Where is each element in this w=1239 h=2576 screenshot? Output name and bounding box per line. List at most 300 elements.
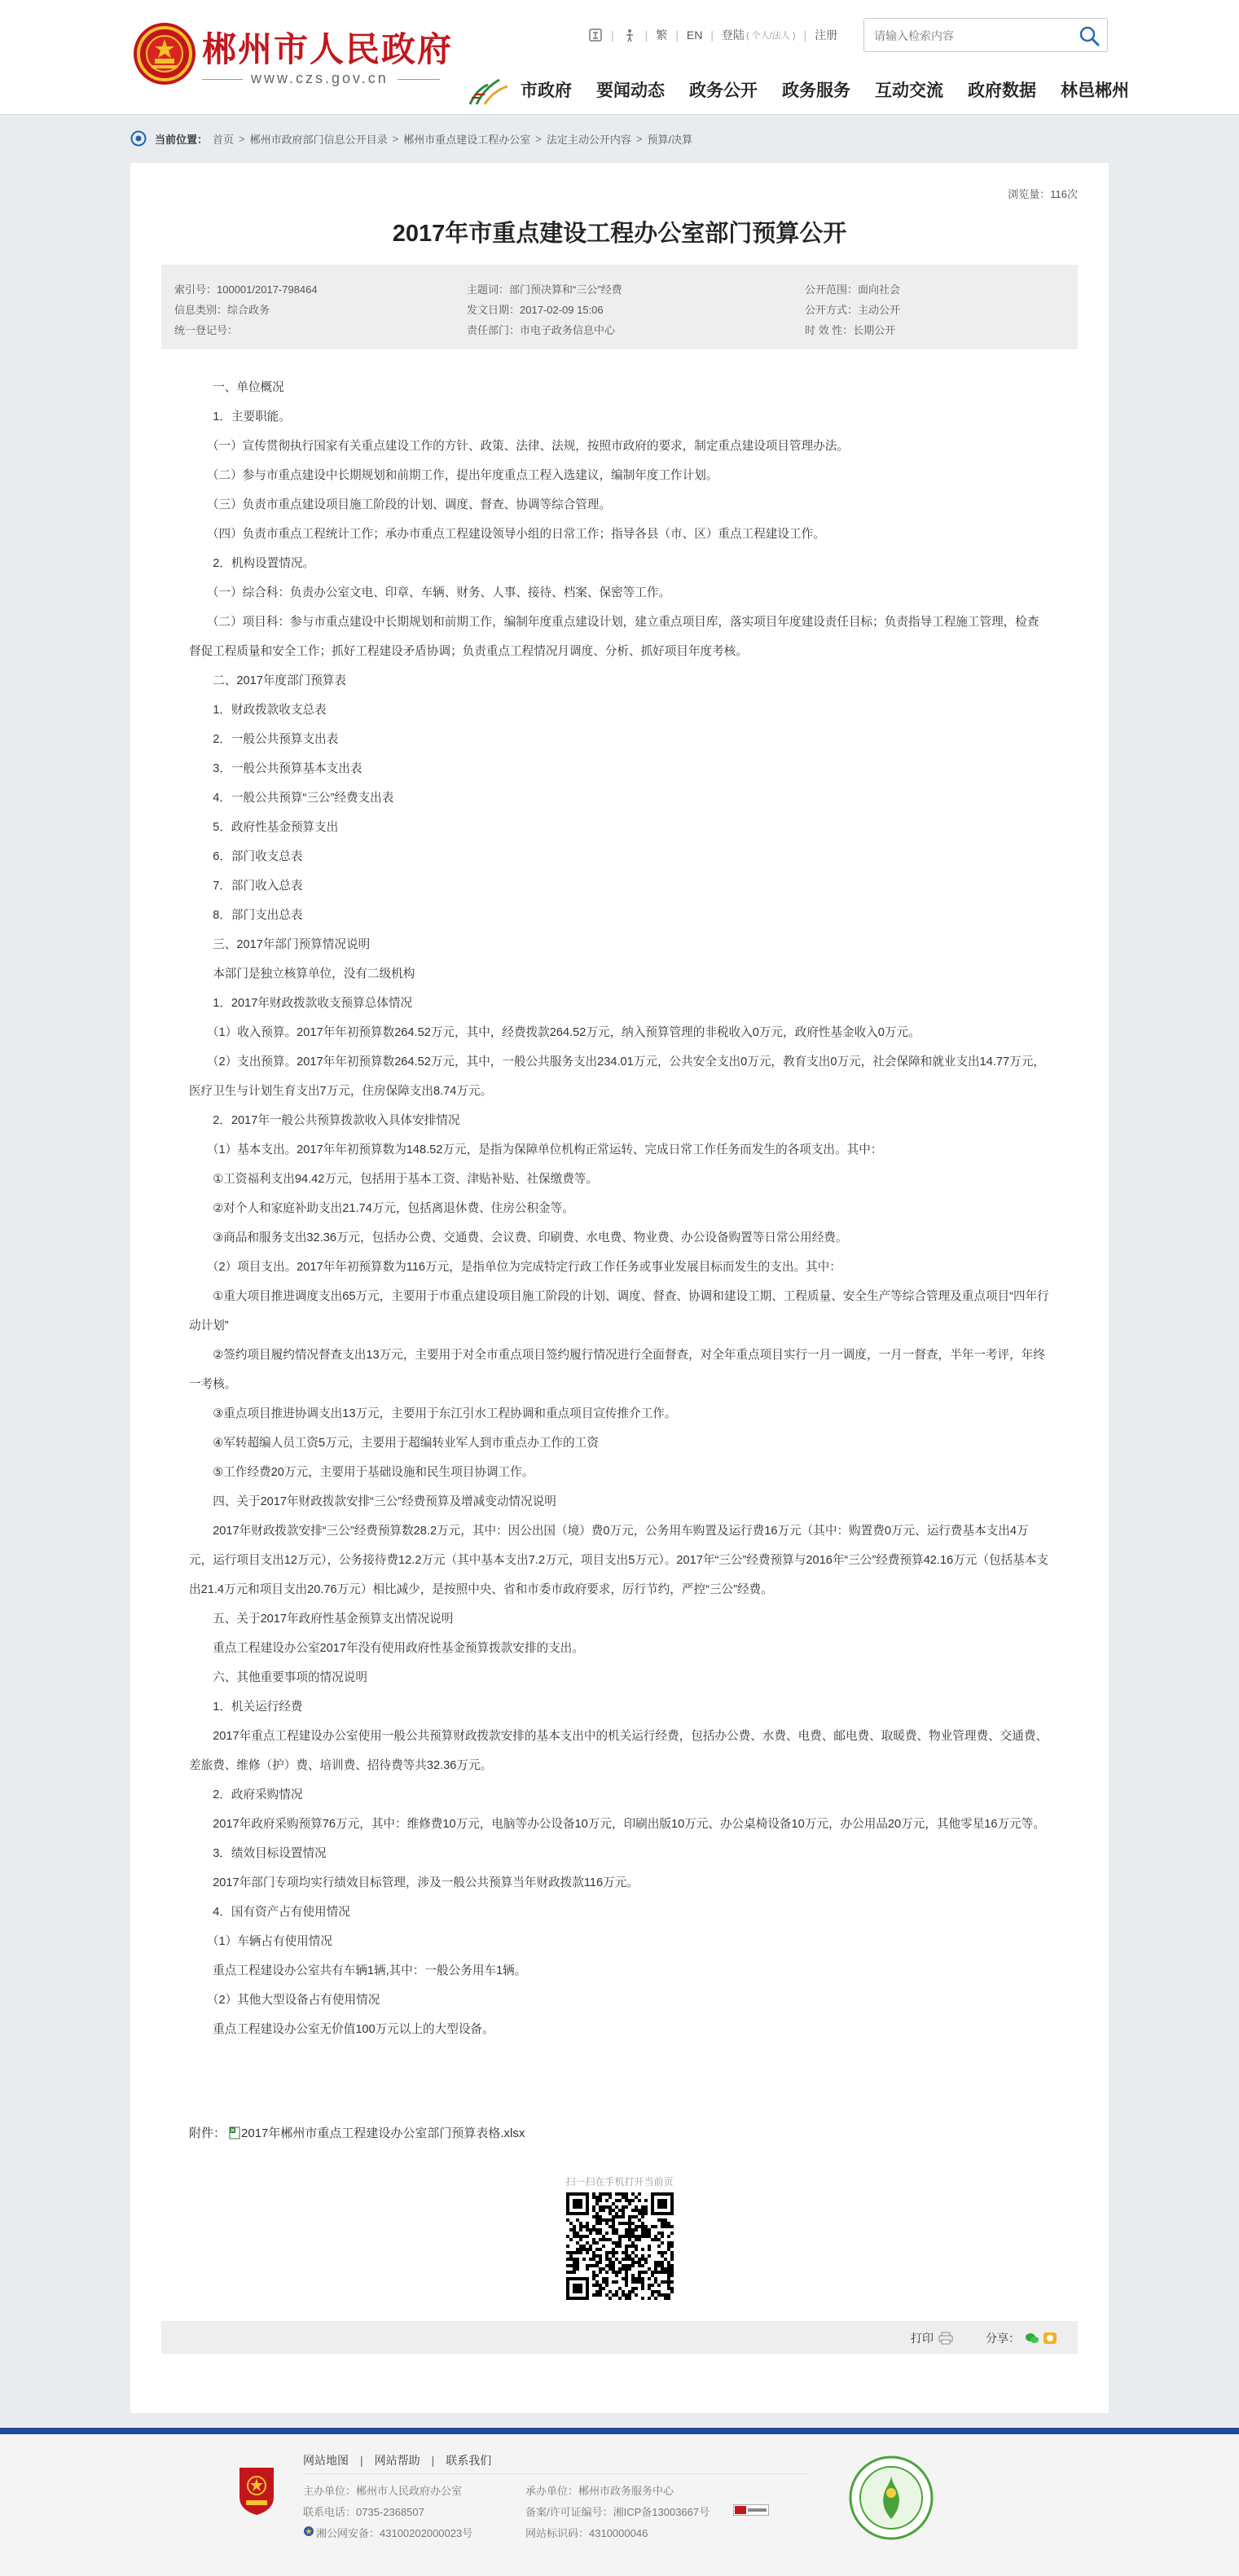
qr-module	[599, 2222, 602, 2225]
qr-module	[635, 2228, 638, 2232]
site-footer	[0, 2436, 1239, 2576]
article-paragraph: 2．机构设置情况。	[189, 557, 315, 570]
qr-module	[661, 2267, 664, 2271]
qr-module	[566, 2264, 569, 2267]
site-title[interactable]: 郴州市人民政府	[202, 29, 454, 69]
qr-module	[595, 2261, 599, 2264]
qr-finder-pattern	[573, 2284, 582, 2293]
footer-link-sitemap[interactable]: 网站地图	[303, 2454, 349, 2467]
qr-module	[599, 2205, 602, 2209]
qr-module	[670, 2241, 674, 2245]
qr-module	[631, 2264, 635, 2267]
qr-module	[667, 2277, 670, 2280]
qr-module	[612, 2254, 615, 2258]
qr-module	[648, 2245, 651, 2248]
qr-module	[602, 2192, 605, 2196]
qr-module	[667, 2297, 670, 2300]
qr-module	[569, 2264, 573, 2267]
qr-module	[667, 2222, 670, 2225]
qr-module	[605, 2205, 609, 2209]
meta-topic: 主题词：部门预决算和“三公”经费	[467, 283, 622, 296]
article-paragraph: 1．机关运行经费	[189, 1701, 303, 1714]
nav-news[interactable]: 要闻动态	[596, 81, 665, 100]
qr-module	[592, 2277, 595, 2280]
qr-module	[612, 2264, 615, 2267]
qr-module	[631, 2215, 635, 2218]
qr-module	[569, 2271, 573, 2274]
qr-module	[625, 2267, 628, 2271]
qr-module	[622, 2215, 625, 2218]
qr-module	[569, 2258, 573, 2261]
main-nav	[468, 73, 1129, 106]
register-link[interactable]: 注册	[815, 29, 838, 42]
breadcrumb-item[interactable]: 郴州市重点建设工程办公室	[403, 133, 531, 146]
qr-module	[612, 2267, 615, 2271]
qr-module	[592, 2251, 595, 2254]
qr-module	[615, 2293, 618, 2297]
qr-module	[625, 2293, 628, 2297]
meta-uid: 统一登记号：	[174, 324, 239, 336]
qr-module	[605, 2284, 609, 2287]
qr-module	[595, 2264, 599, 2267]
qr-module	[635, 2209, 638, 2212]
search-icon[interactable]	[1078, 24, 1101, 47]
elderly-care-icon[interactable]	[622, 28, 637, 42]
qr-module	[628, 2254, 631, 2258]
qr-module	[635, 2293, 638, 2297]
qr-module	[618, 2271, 622, 2274]
qr-module	[599, 2196, 602, 2199]
qr-module	[670, 2254, 674, 2258]
qr-module	[602, 2277, 605, 2280]
qr-module	[595, 2218, 599, 2222]
qr-module	[595, 2280, 599, 2284]
qr-module	[638, 2209, 641, 2212]
qr-module	[592, 2293, 595, 2297]
qr-module	[595, 2254, 599, 2258]
party-government-emblem-icon[interactable]	[236, 2464, 277, 2517]
qr-module	[635, 2245, 638, 2248]
qr-module	[592, 2258, 595, 2261]
qr-module	[670, 2287, 674, 2290]
qr-module	[651, 2290, 654, 2293]
qr-module	[612, 2202, 615, 2205]
qr-module	[586, 2228, 589, 2232]
qr-module	[635, 2280, 638, 2284]
qr-module	[615, 2271, 618, 2274]
qr-module	[569, 2238, 573, 2241]
qr-module	[635, 2235, 638, 2238]
qr-module	[628, 2258, 631, 2261]
qr-module	[612, 2228, 615, 2232]
qr-module	[605, 2251, 609, 2254]
qr-module	[579, 2245, 582, 2248]
qzone-share-icon[interactable]	[1043, 2332, 1057, 2345]
qr-module	[644, 2261, 648, 2264]
breadcrumb	[130, 127, 692, 150]
qr-module	[654, 2264, 657, 2267]
qr-module	[648, 2277, 651, 2280]
qr-module	[589, 2258, 592, 2261]
qr-module	[602, 2209, 605, 2212]
qr-module	[566, 2245, 569, 2248]
util-separator: |	[710, 29, 714, 42]
footer-link-help[interactable]: 网站帮助	[374, 2454, 420, 2467]
qr-module	[657, 2251, 661, 2254]
qr-module	[667, 2264, 670, 2267]
qr-module	[599, 2258, 602, 2261]
qr-module	[625, 2245, 628, 2248]
site-header	[0, 0, 1239, 115]
article-paragraph: （一）宣传贯彻执行国家有关重点建设工作的方针、政策、法律、法规，按照市政府的要求，制定重点建设项目管理办法。	[189, 440, 849, 453]
nav-interaction[interactable]: 互动交流	[875, 81, 943, 100]
qr-module	[622, 2293, 625, 2297]
qr-module	[635, 2277, 638, 2280]
qr-module	[638, 2199, 641, 2202]
qr-module	[654, 2225, 657, 2228]
qr-module	[664, 2225, 667, 2228]
qr-module	[648, 2235, 651, 2238]
qr-module	[648, 2248, 651, 2251]
article-paragraph: ④军转超编人员工资5万元，主要用于超编转业军人到市重点办工作的工资	[189, 1437, 599, 1450]
qr-module	[625, 2280, 628, 2284]
login-link[interactable]: 登陆	[722, 29, 745, 42]
qr-module	[595, 2293, 599, 2297]
qr-module	[641, 2212, 644, 2215]
qr-module	[631, 2222, 635, 2225]
traditional-chinese-link[interactable]: 繁	[656, 29, 668, 42]
qr-module	[602, 2287, 605, 2290]
util-separator: |	[675, 29, 679, 42]
article-paragraph: 2017年部门专项均实行绩效目标管理，涉及一般公共预算当年财政拨款116万元。	[189, 1876, 639, 1889]
footer-link-separator: |	[360, 2454, 363, 2467]
qr-module	[622, 2277, 625, 2280]
qr-module	[609, 2218, 612, 2222]
breadcrumb-label: 当前位置：	[155, 133, 209, 146]
article-paragraph: 7．部门收入总表	[189, 880, 303, 893]
qr-module	[641, 2284, 644, 2287]
qr-module	[618, 2238, 622, 2241]
article-paragraph: 2017年重点工程建设办公室使用一般公共预算财政拨款安排的基本支出中的机关运行经费，包括办公费、水费、电费、邮电费、取暖费、物业管理费、交通费、差旅费、维修（护）费、培训费、招待费等共32.36万元。	[189, 1730, 1048, 1772]
qr-module	[612, 2261, 615, 2264]
qr-module	[586, 2222, 589, 2225]
qr-module	[599, 2287, 602, 2290]
util-separator: |	[611, 29, 614, 42]
qr-module	[566, 2258, 569, 2261]
article-paragraph: ①重大项目推进调度支出65万元，主要用于市重点建设项目施工阶段的计划、调度、督查、协调和建设工期、工程质量、安全生产等综合管理及重点项目“四年行动计划”	[189, 1290, 1049, 1332]
qr-module	[644, 2199, 648, 2202]
qr-module	[667, 2267, 670, 2271]
qr-module	[576, 2241, 579, 2245]
qr-module	[622, 2222, 625, 2225]
qr-module	[667, 2271, 670, 2274]
qr-module	[641, 2235, 644, 2238]
qr-module	[664, 2222, 667, 2225]
footer-host: 主办单位：郴州市人民政府办公室	[303, 2485, 463, 2497]
article-paragraph: 4．国有资产占有使用情况	[189, 1906, 350, 1919]
search-box	[863, 18, 1108, 52]
article-paragraph: 二、2017年度部门预算表	[189, 674, 346, 687]
article-paragraph: 3．绩效目标设置情况	[189, 1847, 327, 1860]
qr-module	[618, 2261, 622, 2264]
qr-module	[586, 2248, 589, 2251]
breadcrumb-separator: >	[635, 132, 643, 145]
qr-module	[631, 2228, 635, 2232]
qr-module	[595, 2274, 599, 2277]
qr-module	[602, 2205, 605, 2209]
location-pin-icon	[130, 130, 147, 147]
qr-module	[599, 2192, 602, 2196]
article-paragraph: （二）项目科：参与市重点建设中长期规划和前期工作，编制年度重点建设计划，建立重点项目库，落实项目年度建设责任目标；负责指导工程施工管理，检查督促工程质量和安全工作；抓好工程建设矛盾协调；负责重点工程情况月调度、分析、抓好项目年度考核。	[189, 616, 1039, 658]
qr-module	[638, 2264, 641, 2267]
qr-module	[625, 2297, 628, 2300]
share-bar	[161, 2321, 1078, 2354]
qr-module	[615, 2215, 618, 2218]
qr-module	[566, 2251, 569, 2254]
qr-module	[602, 2218, 605, 2222]
accessibility-icon[interactable]	[588, 28, 603, 42]
qr-module	[638, 2274, 641, 2277]
cnzz-stat-icon[interactable]	[733, 2504, 769, 2516]
search-input[interactable]	[872, 26, 1071, 46]
qr-module	[628, 2228, 631, 2232]
qr-module	[667, 2241, 670, 2245]
qr-module	[589, 2228, 592, 2232]
qr-module	[573, 2232, 576, 2235]
qr-module	[599, 2271, 602, 2274]
qr-module	[661, 2232, 664, 2235]
qr-finder-pattern	[657, 2199, 667, 2209]
qr-module	[628, 2225, 631, 2228]
qr-module	[667, 2274, 670, 2277]
qr-module	[664, 2280, 667, 2284]
qr-module	[599, 2267, 602, 2271]
qr-module	[631, 2245, 635, 2248]
qr-module	[622, 2196, 625, 2199]
article-paragraph: （1）收入预算。2017年年初预算数264.52万元，其中，经费拨款264.52万元，纳入预算管理的非税收入0万元，政府性基金收入0万元。	[189, 1026, 920, 1039]
qr-module	[579, 2228, 582, 2232]
qr-module	[654, 2297, 657, 2300]
qr-module	[641, 2215, 644, 2218]
footer-phone: 联系电话：0735-2368507	[303, 2506, 424, 2518]
qr-module	[573, 2235, 576, 2238]
article-paragraph: 1．主要职能。	[189, 410, 291, 423]
qr-module	[605, 2293, 609, 2297]
qr-module	[589, 2248, 592, 2251]
qr-module	[651, 2271, 654, 2274]
breadcrumb-separator: >	[535, 132, 542, 145]
qr-module	[609, 2264, 612, 2267]
qr-module	[631, 2287, 635, 2290]
url-divider-right	[398, 79, 440, 80]
qr-module	[644, 2225, 648, 2228]
qr-module	[592, 2192, 595, 2196]
nav-city-government[interactable]: 市政府	[521, 81, 572, 100]
attachment-label: 附件：	[189, 2126, 226, 2140]
qr-module	[670, 2267, 674, 2271]
qr-module	[612, 2209, 615, 2212]
breadcrumb-item[interactable]: 法定主动公开内容	[546, 133, 631, 146]
qr-module	[622, 2251, 625, 2254]
footer-icp[interactable]: 备案/许可证编号：湘ICP备13003667号	[525, 2506, 710, 2518]
qr-module	[670, 2274, 674, 2277]
qr-module	[661, 2293, 664, 2297]
qr-module	[573, 2271, 576, 2274]
qr-module	[605, 2271, 609, 2274]
nav-government-affairs[interactable]: 政务公开	[689, 81, 758, 100]
qr-module	[657, 2218, 661, 2222]
qr-module	[569, 2222, 573, 2225]
qr-module	[670, 2232, 674, 2235]
qr-finder-pattern	[573, 2199, 582, 2209]
qr-module	[592, 2228, 595, 2232]
share-label: 分享：	[986, 2332, 1020, 2345]
national-emblem-icon[interactable]	[132, 21, 197, 86]
nav-services[interactable]: 政务服务	[782, 81, 850, 100]
qr-module	[631, 2209, 635, 2212]
qr-module	[605, 2232, 609, 2235]
qr-module	[599, 2209, 602, 2212]
share-group	[986, 2330, 1057, 2346]
qr-module	[612, 2251, 615, 2254]
qr-module	[644, 2205, 648, 2209]
wechat-share-icon[interactable]	[1025, 2332, 1039, 2345]
article-card	[130, 163, 1109, 2413]
nav-data[interactable]: 政府数据	[968, 81, 1036, 100]
qr-module	[612, 2248, 615, 2251]
qr-module	[641, 2222, 644, 2225]
qr-module	[609, 2258, 612, 2261]
qr-module	[664, 2297, 667, 2300]
qr-module	[641, 2228, 644, 2232]
qr-module	[648, 2284, 651, 2287]
qr-module	[615, 2241, 618, 2245]
qr-module	[618, 2287, 622, 2290]
qr-module	[648, 2267, 651, 2271]
qr-module	[569, 2228, 573, 2232]
qr-module	[599, 2290, 602, 2293]
qr-module	[635, 2196, 638, 2199]
qr-module	[625, 2258, 628, 2261]
footer-site-code: 网站标识码：4310000046	[525, 2527, 648, 2539]
article-paragraph: 2．2017年一般公共预算拨款收入具体安排情况	[189, 1114, 460, 1127]
url-divider-left	[202, 79, 243, 80]
qr-module	[592, 2196, 595, 2199]
qr-module	[625, 2254, 628, 2258]
qr-module	[625, 2271, 628, 2274]
qr-module	[657, 2264, 661, 2267]
qr-module	[638, 2212, 641, 2215]
article-paragraph: 三、2017年部门预算情况说明	[189, 938, 371, 951]
footer-link-contact[interactable]: 联系我们	[446, 2454, 492, 2467]
qr-module	[579, 2251, 582, 2254]
qr-module	[609, 2238, 612, 2241]
nav-linyi-chenzhou[interactable]: 林邑郴州	[1061, 81, 1129, 100]
qr-module	[641, 2248, 644, 2251]
util-separator: |	[803, 29, 807, 42]
qr-module	[576, 2218, 579, 2222]
breadcrumb-item[interactable]: 郴州市政府部门信息公开目录	[249, 133, 388, 146]
excel-file-icon	[229, 2126, 240, 2139]
qr-module	[595, 2215, 599, 2218]
qr-module	[615, 2258, 618, 2261]
qr-module	[586, 2225, 589, 2228]
article-paragraph: 四、关于2017年财政拨款安排“三公”经费预算及增减变动情况说明	[189, 1495, 556, 1508]
qr-module	[625, 2228, 628, 2232]
footer-police[interactable]: 湘公网安备：43100202000023号	[316, 2527, 473, 2539]
qr-module	[605, 2192, 609, 2196]
footer-band	[0, 2428, 1239, 2434]
qr-module	[661, 2225, 664, 2228]
qr-module	[609, 2251, 612, 2254]
print-button[interactable]	[911, 2330, 953, 2346]
qr-module	[592, 2205, 595, 2209]
breadcrumb-item[interactable]: 预算/决算	[647, 133, 693, 146]
qr-module	[641, 2258, 644, 2261]
qr-module	[618, 2209, 622, 2212]
meta-dept: 责任部门：市电子政务信息中心	[467, 324, 616, 336]
qr-module	[628, 2235, 631, 2238]
qr-module	[654, 2271, 657, 2274]
qr-module	[592, 2238, 595, 2241]
meta-method: 公开方式：主动公开	[805, 304, 901, 316]
qr-module	[654, 2261, 657, 2264]
english-link[interactable]: EN	[686, 29, 703, 42]
qr-module	[618, 2192, 622, 2196]
qr-module	[599, 2248, 602, 2251]
qr-module	[664, 2251, 667, 2254]
qr-module	[667, 2261, 670, 2264]
footer-links	[303, 2452, 491, 2468]
civilized-unit-badge-icon[interactable]	[849, 2455, 934, 2540]
qr-module	[638, 2261, 641, 2264]
qr-module	[592, 2215, 595, 2218]
qr-module	[605, 2280, 609, 2284]
qr-module	[622, 2235, 625, 2238]
attachment-file-link[interactable]: 2017年郴州市重点工程建设办公室部门预算表格.xlsx	[241, 2126, 525, 2140]
qr-module	[609, 2267, 612, 2271]
article-paragraph: （1）车辆占有使用情况	[189, 1935, 332, 1948]
article-paragraph: ③商品和服务支出32.36万元，包括办公费、交通费、会议费、印刷费、水电费、物业费、办公设备购置等日常公用经费。	[189, 1231, 848, 1244]
qr-module	[641, 2254, 644, 2258]
qr-module	[654, 2238, 657, 2241]
qr-module	[599, 2232, 602, 2235]
qr-module	[599, 2228, 602, 2232]
qr-module	[622, 2209, 625, 2212]
qr-module	[612, 2232, 615, 2235]
qr-module	[622, 2192, 625, 2196]
qr-module	[641, 2297, 644, 2300]
qr-module	[615, 2199, 618, 2202]
qr-module	[628, 2222, 631, 2225]
qr-module	[657, 2232, 661, 2235]
article-paragraph: 6．部门收支总表	[189, 850, 303, 863]
article-body	[189, 373, 1051, 2044]
qr-module	[667, 2280, 670, 2284]
qr-module	[661, 2222, 664, 2225]
print-label: 打印	[911, 2332, 934, 2345]
article-paragraph: （三）负责市重点建设项目施工阶段的计划、调度、督查、协调等综合管理。	[189, 498, 612, 511]
article-paragraph: 2017年财政拨款安排“三公”经费预算数28.2万元，其中：因公出国（境）费0万元，公务用车购置及运行费16万元（其中：购置费0万元、运行费基本支出4万元，运行项目支出12万元），公务接待费12.2万元（其中基本支出7.2万元，项目支出5万元）。2017年“三公”经费预算与2016年“三公”经费预算42.16万元（包括基本支出21.4万元和项目支出20.76万元）相比减少，是按照中央、省和市委市政府要求，厉行节约，严控“三公”经费。	[189, 1525, 1048, 1596]
utility-bar	[588, 25, 837, 45]
article-paragraph: ②对个人和家庭补助支出21.74万元，包括离退休费、住房公积金等。	[189, 1202, 574, 1215]
breadcrumb-item[interactable]: 首页	[213, 133, 235, 146]
qr-module	[573, 2261, 576, 2264]
qr-module	[609, 2205, 612, 2209]
printer-icon	[938, 2332, 953, 2345]
qr-module	[661, 2251, 664, 2254]
qr-module	[625, 2264, 628, 2267]
